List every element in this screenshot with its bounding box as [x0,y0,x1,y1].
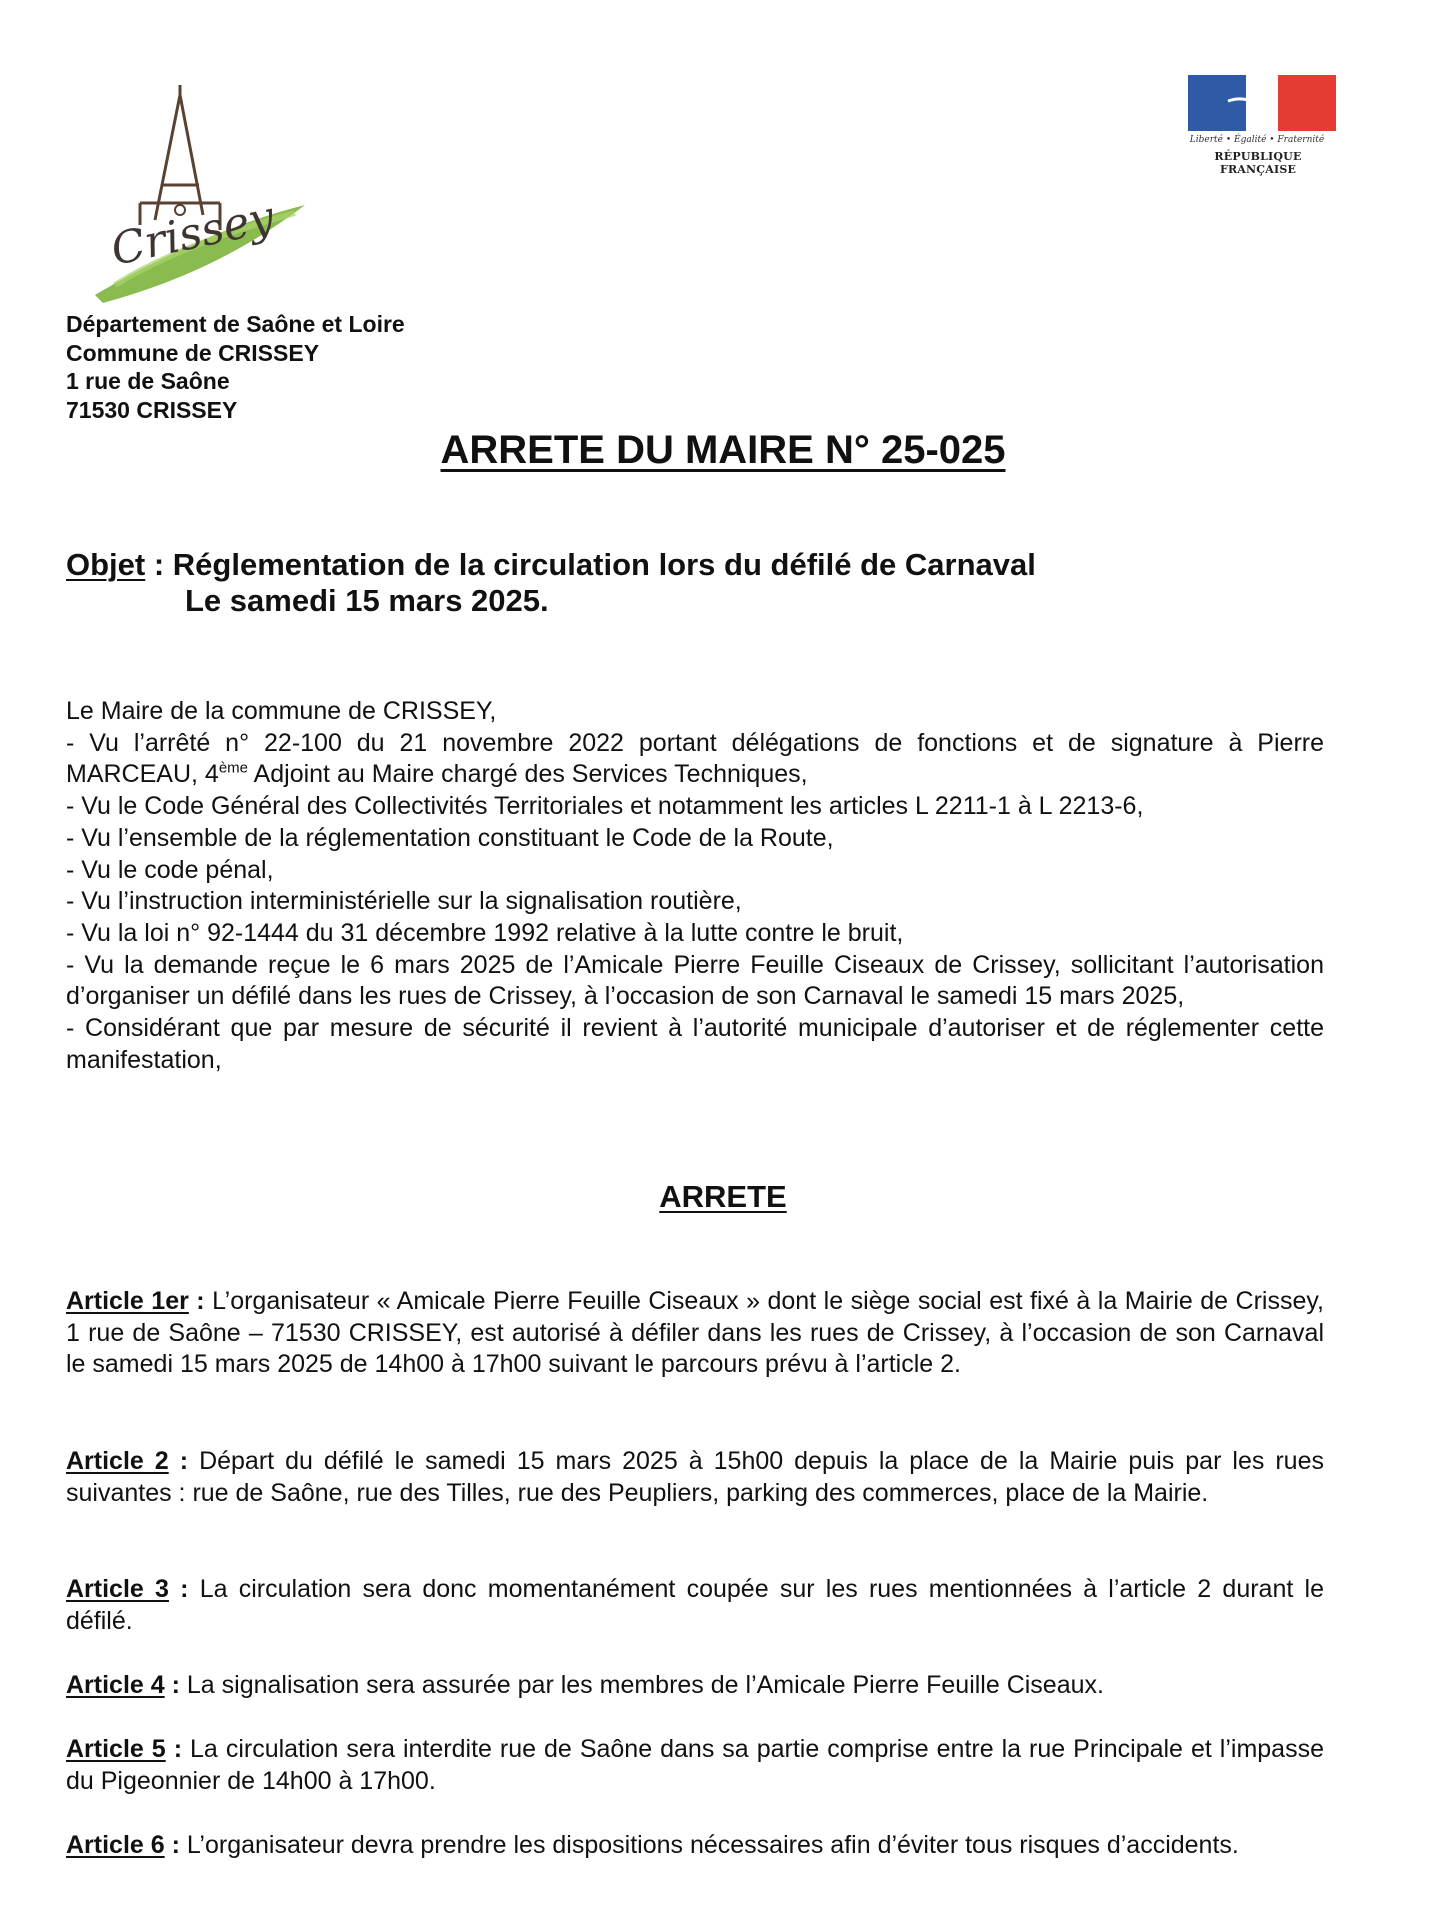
republic-motto: Liberté • Égalité • Fraternité [1189,135,1325,145]
article [66,1446,1324,1509]
article [66,1670,1324,1702]
article-colon: : [165,1735,191,1763]
article-text: La circulation sera donc momentanément coupée sur les rues mentionnées à l’article 2 durant le défilé. [66,1575,1324,1635]
preamble-item-text: Adjoint au Maire chargé des Services Techniques, [248,760,808,789]
article [66,1286,1324,1381]
address-line: 1 rue de Saône [66,368,230,394]
subject-block [66,547,1036,619]
article-label: Article 4 [66,1671,165,1699]
address-block [66,310,405,424]
preamble-item: - Vu l’instruction interministérielle sur la signalisation routière, [66,887,742,916]
article-colon: : [168,1575,200,1603]
preamble-intro: Le Maire de la commune de CRISSEY, [66,697,497,725]
decree-heading-text: ARRETE [659,1179,787,1214]
article-label: Article 6 [66,1831,165,1859]
church-tower-logo [95,85,310,310]
article-text: L’organisateur « Amicale Pierre Feuille Ciseaux » dont le siège social est fixé à la Mairie de Crissey, 1 rue de Saône – 71530 CRISSEY, est autorisé à défiler dans les rues de Crissey, à l’occasion de son Carnaval le samedi 15 mars 2025 de 14h00 à 17h00 suivant le parcours prévu à l’article 2. [66,1287,1324,1379]
article-label: Article 3 [66,1575,169,1603]
marianne-flag-icon [1188,75,1336,131]
article-colon: : [164,1671,187,1699]
svg-text:Crissey: Crissey [106,191,279,276]
address-line: 71530 CRISSEY [66,396,238,423]
article-colon: : [164,1831,187,1859]
preamble-item: - Vu la demande reçue le 6 mars 2025 de l’Amicale Pierre Feuille Ciseaux de Crissey, sollicitant l’autorisation d’organiser un défilé dans les rues de Crissey, à l’occasion de son Carnaval le samedi 15 mars 2025, [66,950,1324,1011]
preamble-item: - Vu la loi n° 92-1444 du 31 décembre 1992 relative à la lutte contre le bruit, [66,918,904,947]
preamble-item-text: - Vu l’arrêté n° 22-100 du 21 novembre 2022 portant délégations de fonctions et de signature à Pierre MARCEAU, 4 [66,728,1324,789]
document-title-text: ARRETE DU MAIRE N° 25-025 [440,428,1006,472]
preamble-item: - Vu le Code Général des Collectivités Territoriales et notamment les articles L 2211-1 à L 2213-6, [66,792,1144,821]
article-colon: : [188,1287,213,1315]
preamble-item: - Considérant que par mesure de sécurité il revient à l’autorité municipale d’autoriser et de réglementer cette manifestation, [66,1014,1324,1074]
article [66,1830,1324,1862]
republic-name: RÉPUBLIQUE FRANÇAISE [1214,150,1302,176]
address-line: Commune de CRISSEY [66,339,320,366]
article-text: La circulation sera interdite rue de Saône dans sa partie comprise entre la rue Principale et l’impasse du Pigeonnier de 14h00 à 17h00. [66,1735,1324,1795]
article-text: L’organisateur devra prendre les dispositions nécessaires afin d’éviter tous risques d’accidents. [186,1831,1239,1859]
article-label: Article 1er [66,1287,189,1315]
subject-line-2: Le samedi 15 mars 2025. [185,583,549,618]
address-line: Département de Saône et Loire [66,311,405,337]
article-label: Article 2 [66,1447,169,1475]
subject-line-1: Réglementation de la circulation lors du défilé de Carnaval [172,547,1036,582]
preamble-item: - Vu l’ensemble de la réglementation constituant le Code de la Route, [66,823,834,852]
article-text: Départ du défilé le samedi 15 mars 2025 à 15h00 depuis la place de la Mairie puis par les rues suivantes : rue de Saône, rue des Tilles, rue des Peupliers, parking des commerces, place de la Mairie. [66,1447,1324,1507]
article-label: Article 5 [66,1735,166,1763]
document-title [0,428,1446,473]
article-colon: : [168,1447,200,1475]
article [66,1574,1324,1637]
republique-francaise-logo [1180,75,1336,176]
preamble-item: - Vu le code pénal, [66,855,274,884]
subject-label: Objet [66,547,146,582]
subject-separator: : [145,547,173,582]
commune-logo [95,85,310,310]
article [66,1734,1324,1797]
preamble [66,696,1324,1076]
article-text: La signalisation sera assurée par les membres de l’Amicale Pierre Feuille Ciseaux. [186,1671,1104,1699]
ordinal-superscript: ème [218,760,248,778]
decree-heading [0,1179,1446,1215]
preamble-item [66,728,1324,791]
